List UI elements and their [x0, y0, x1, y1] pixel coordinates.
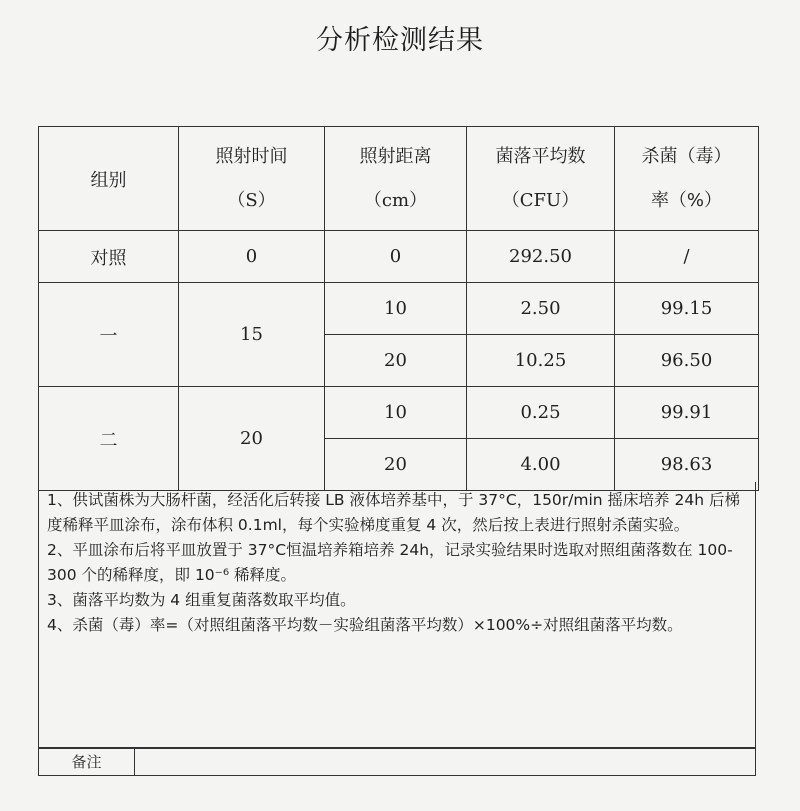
header-time-line2: （S）: [227, 189, 276, 211]
cell-group2-distance-1: 10: [325, 387, 467, 439]
note-item-4: 4、杀菌（毒）率=（对照组菌落平均数－实验组菌落平均数）×100%÷对照组菌落平均数。: [47, 616, 683, 634]
header-time: [179, 127, 325, 231]
header-time-line1: 照射时间: [215, 145, 288, 167]
cell-group1-time: 15: [179, 283, 325, 387]
cell-control-rate: /: [615, 231, 759, 283]
remark-row: [38, 748, 756, 776]
cell-group2-distance-2: 20: [325, 439, 467, 491]
note-item-3: 3、菌落平均数为 4 组重复菌落数取平均值。: [47, 591, 356, 609]
cell-control-distance: 0: [325, 231, 467, 283]
cell-control-time: 0: [179, 231, 325, 283]
results-table: [38, 126, 759, 491]
cell-group2-cfu-2: 4.00: [467, 439, 615, 491]
cell-control-group: 对照: [39, 231, 179, 283]
header-cfu: [467, 127, 615, 231]
notes-section: [38, 482, 756, 748]
table-row-group1-a: [39, 283, 759, 335]
cell-group1-rate-1: 99.15: [615, 283, 759, 335]
cell-group2-cfu-1: 0.25: [467, 387, 615, 439]
header-rate: [615, 127, 759, 231]
table-header-row: [39, 127, 759, 231]
header-cfu-line1: 菌落平均数: [495, 145, 586, 167]
cell-group2-time: 20: [179, 387, 325, 491]
header-group-label: 组别: [90, 169, 127, 191]
header-group: [39, 127, 179, 231]
cell-group1-distance-2: 20: [325, 335, 467, 387]
cell-group2-group: 二: [39, 387, 179, 491]
header-distance-line1: 照射距离: [359, 145, 432, 167]
table-row-group2-a: [39, 387, 759, 439]
note-item-2: 2、平皿涂布后将平皿放置于 37°C恒温培养箱培养 24h，记录实验结果时选取对照组菌落数在 100-300 个的稀释度，即 10⁻⁶ 稀释度。: [47, 541, 733, 584]
cell-group1-group: 一: [39, 283, 179, 387]
cell-group1-distance-1: 10: [325, 283, 467, 335]
page-title: 分析检测结果: [316, 25, 484, 56]
cell-group1-cfu-2: 10.25: [467, 335, 615, 387]
header-rate-line2: 率（%）: [650, 189, 723, 211]
cell-control-cfu: 292.50: [467, 231, 615, 283]
cell-group1-cfu-1: 2.50: [467, 283, 615, 335]
cell-group1-rate-2: 96.50: [615, 335, 759, 387]
cell-group2-rate-2: 98.63: [615, 439, 759, 491]
header-cfu-line2: （CFU）: [501, 189, 580, 211]
cell-group2-rate-1: 99.91: [615, 387, 759, 439]
remark-label: 备注: [39, 749, 135, 775]
header-distance-line2: （cm）: [363, 189, 428, 211]
note-item-1: 1、供试菌株为大肠杆菌，经活化后转接 LB 液体培养基中，于 37°C，150r/min 摇床培养 24h 后梯度稀释平皿涂布，涂布体积 0.1ml，每个实验梯度重复 4 次，然后按上表进行照射杀菌实验。: [47, 491, 740, 534]
header-rate-line1: 杀菌（毒）: [641, 145, 732, 167]
table-row-control: [39, 231, 759, 283]
header-distance: [325, 127, 467, 231]
